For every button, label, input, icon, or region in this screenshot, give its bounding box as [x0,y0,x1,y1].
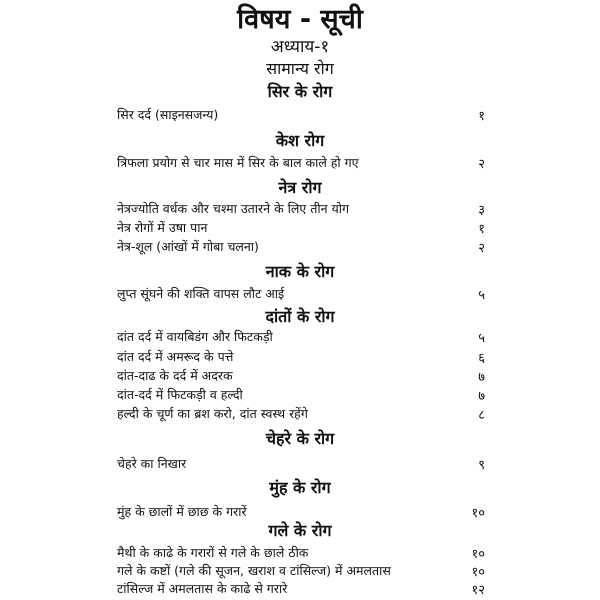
section-heading: सिर के रोग [267,82,333,101]
toc-entry: दांत-दाढ के दर्द में अदरक [117,368,233,383]
toc-entry: मुंह के छालों में छाछ के गरारें [117,504,247,519]
toc-entry: मैथी के काढे के गरारों से गले के छाले ठीक [117,545,309,560]
section-heading: मुंह के रोग [269,478,331,497]
toc-entry: दांत दर्द में वायबिडंग और फिटकड़ी [117,329,273,344]
toc-entry: टांसिल्ज में अमलतास के काढे से गरारे [117,581,288,596]
section-heading: केश रोग [275,131,325,150]
toc-entry: दांत दर्द में अमरूद के पत्ते [117,349,234,364]
toc-page-number: ९ [478,458,485,473]
toc-page-number: २ [478,157,485,172]
toc-entry: गले के कष्टों (गले की सूजन, खराश व टांसिल्ज) में अमलतास [117,563,391,578]
toc-entry: नेत्र-शूल (आंखों में गोबा चलना) [117,239,259,254]
toc-page-number: १० [471,547,485,562]
toc-entry: हल्दी के चूर्ण का ब्रश करो, दांत स्वस्थ रहेंगे [117,406,308,421]
toc-page-number: १० [471,506,485,521]
toc-page-number: २ [478,241,485,256]
section-heading: गले के रोग [268,521,332,540]
toc-page-number: ५ [478,288,485,303]
toc-page-number: १२ [471,583,485,598]
section-heading: नेत्र रोग [278,178,322,197]
toc-entry: लुप्त सूंघने की शक्ति वापस लौट आई [117,286,285,301]
toc-entry: नेत्र रोगों में उषा पान [117,220,208,235]
toc-page-number: ७ [478,370,485,385]
toc-page-number: ७ [478,389,485,404]
toc-page-number: १ [478,222,485,237]
section-heading: दांतों के रोग [265,307,335,326]
toc-entry: सिर दर्द (साइनसजन्य) [117,107,219,122]
toc-page-number: १ [478,109,485,124]
toc-page-number: ५ [478,331,485,346]
toc-page-number: १० [471,565,485,580]
toc-entry: त्रिफला प्रयोग से चार मास में सिर के बाल काले हो गए [117,155,359,170]
chapter-name: सामान्य रोग [266,59,334,78]
toc-page-number: ३ [478,203,485,218]
toc-page-number: ८ [478,408,485,423]
toc-page-number: ६ [478,351,485,366]
chapter-number: अध्याय-१ [270,37,330,57]
toc-entry: चेहरे का निखार [117,456,187,471]
toc-entry: नेत्रज्योति वर्धक और चश्मा उतारने के लिए तीन योग [117,201,350,216]
section-heading: चेहरे के रोग [265,429,335,448]
page-title: विषय - सूची [237,4,363,35]
section-heading: नाक के रोग [265,262,335,281]
toc-entry: दांत-दर्द में फिटकड़ी व हल्दी [117,387,243,402]
